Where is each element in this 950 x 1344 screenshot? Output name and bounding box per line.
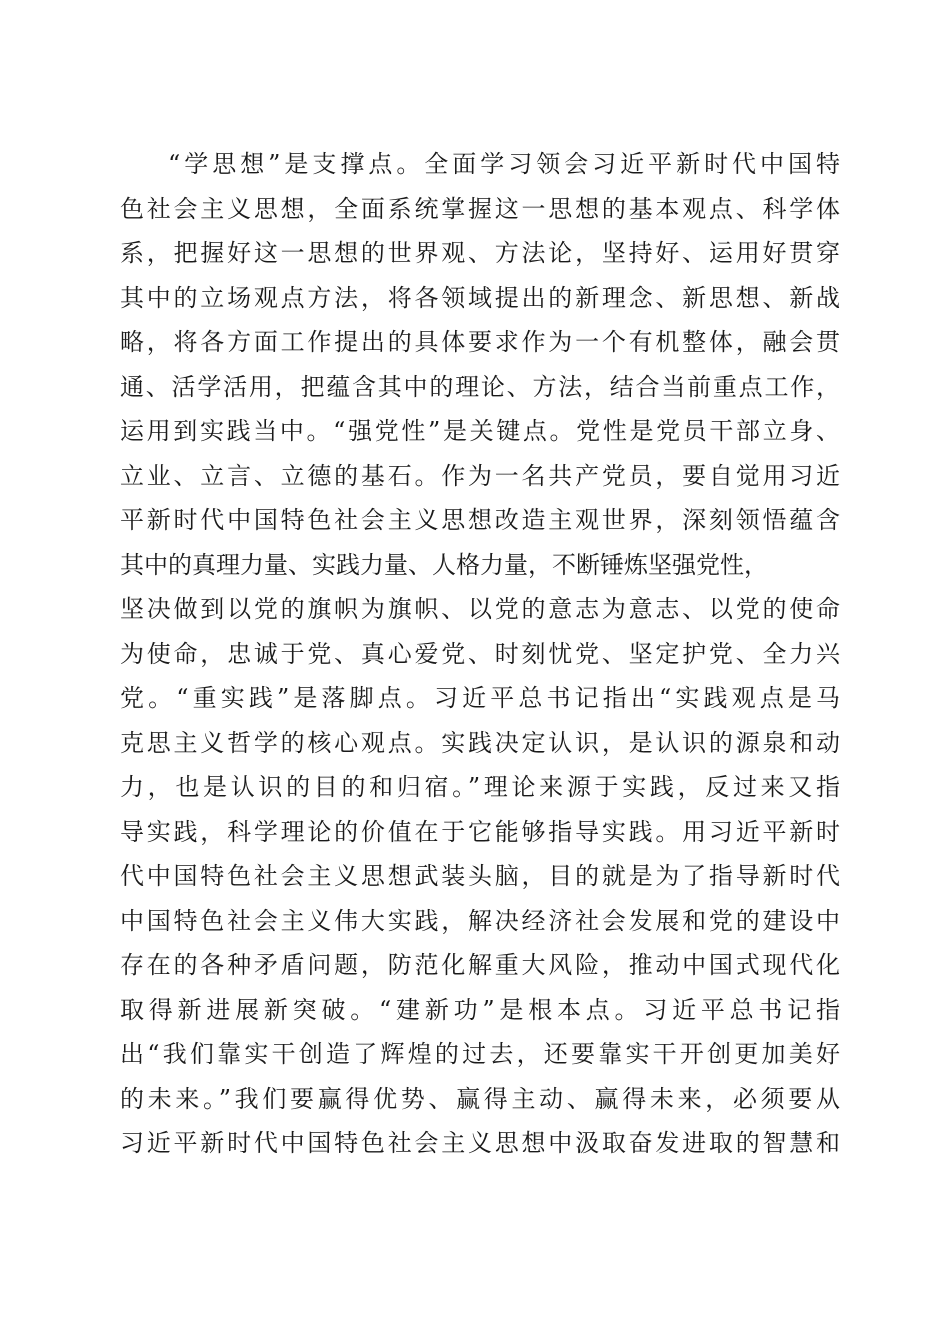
text-line: 克思主义哲学的核心观点。实践决定认识，是认识的源泉和动 [120,728,840,757]
text-line: 导实践，科学理论的价值在于它能够指导实践。用习近平新时 [120,817,840,846]
text-line: 坚决做到以党的旗帜为旗帜、以党的意志为意志、以党的使命 [120,595,840,623]
text-line: 的未来。”我们要赢得优势、赢得主动、赢得未来，必须要从 [120,1084,840,1113]
text-line: 代中国特色社会主义思想武装头脑，目的就是为了指导新时代 [120,862,840,890]
text-line: 中国特色社会主义伟大实践，解决经济社会发展和党的建设中 [120,906,840,935]
text-line: 力，也是认识的目的和归宿。”理论来源于实践，反过来又指 [120,773,840,801]
text-line: 其中的立场观点方法，将各领域提出的新理念、新思想、新战 [120,283,840,312]
text-line: 出“我们靠实干创造了辉煌的过去，还要靠实干开创更加美好 [120,1040,840,1068]
text-line: 系，把握好这一思想的世界观、方法论，坚持好、运用好贯穿 [120,239,840,267]
text-line: “学思想”是支撑点。全面学习领会习近平新时代中国特 [168,150,840,178]
text-line: 平新时代中国特色社会主义思想改造主观世界，深刻领悟蕴含 [120,506,840,534]
text-line: 色社会主义思想，全面系统掌握这一思想的基本观点、科学体 [120,194,840,223]
body-paragraph [120,142,840,1166]
text-line: 其中的真理力量、实践力量、人格力量，不断锤炼坚强党性， [120,550,768,579]
text-line: 运用到实践当中。“强党性”是关键点。党性是党员干部立身、 [120,417,840,445]
text-line: 党。“重实践”是落脚点。习近平总书记指出“实践观点是马 [120,684,840,712]
text-line: 略，将各方面工作提出的具体要求作为一个有机整体，融会贯 [120,328,840,356]
text-line: 通、活学活用，把蕴含其中的理论、方法，结合当前重点工作， [120,372,840,401]
text-line: 习近平新时代中国特色社会主义思想中汲取奋发进取的智慧和 [120,1129,840,1157]
text-line: 立业、立言、立德的基石。作为一名共产党员，要自觉用习近 [120,461,840,490]
text-line: 存在的各种矛盾问题，防范化解重大风险，推动中国式现代化 [120,951,840,979]
text-line: 取得新进展新突破。“建新功”是根本点。习近平总书记指 [120,995,840,1024]
text-line: 为使命，忠诚于党、真心爱党、时刻忧党、坚定护党、全力兴 [120,639,840,668]
